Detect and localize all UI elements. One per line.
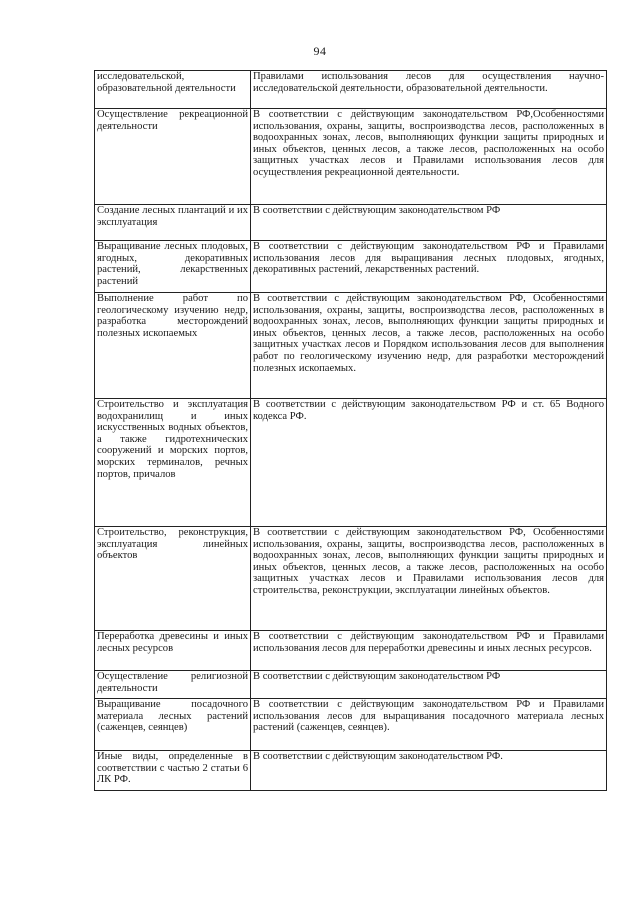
activity-cell [95, 71, 251, 109]
table-row [95, 109, 607, 205]
regulation-text: В соответствии с действующим законодательством РФ, Особенностями использования, охраны, защиты, воспроизводства лесов, расположенных в водоохранных зонах, лесов, выполняющих функции защиты природных и иных объектов, ценных лесов, а также лесов, расположенных на особо защитных участках лесов и Порядком использования лесов для выполнения работ по геологическому изучению недр, для разработки месторождений полезных ископаемых. [253, 293, 604, 374]
regulation-text: В соответствии с действующим законодательством РФ. [253, 751, 503, 762]
regulation-cell [251, 671, 607, 699]
regulation-text: В соответствии с действующим законодательством РФ и ст. 65 Водного кодекса РФ. [253, 399, 604, 422]
table-row [95, 293, 607, 399]
regulation-cell [251, 71, 607, 109]
regulation-text: В соответствии с действующим законодательством РФ,Особенностями использования, охраны, защиты, воспроизводства лесов, расположенных в водоохранных зонах, лесов, выполняющих функции защиты природных и иных объектов, ценных лесов, а также лесов, расположенных на особо защитных участках лесов и Правилами использования лесов для осуществления рекреационной деятельности. [253, 109, 604, 178]
table-row [95, 671, 607, 699]
activity-cell [95, 293, 251, 399]
table-row [95, 241, 607, 293]
activity-text: Выполнение работ по геологическому изучению недр, разработка месторождений полезных ископаемых [97, 293, 248, 339]
activity-cell [95, 631, 251, 671]
activity-text: Осуществление религиозной деятельности [97, 671, 248, 694]
activity-text: Строительство, реконструкция, эксплуатация линейных объектов [97, 527, 248, 562]
activity-cell [95, 671, 251, 699]
regulation-cell [251, 293, 607, 399]
regulation-cell [251, 699, 607, 751]
regulation-text: В соответствии с действующим законодательством РФ, Особенностями использования, охраны, защиты, воспроизводства лесов, расположенных в водоохранных зонах, лесов, выполняющих функции защиты природных и иных объектов, ценных лесов, а также лесов, расположенных на особо защитных участках лесов и Правилами использования лесов для строительства, реконструкции, эксплуатации линейных объектов. [253, 527, 604, 596]
regulation-text: В соответствии с действующим законодательством РФ [253, 671, 501, 682]
regulation-text: В соответствии с действующим законодательством РФ [253, 205, 501, 216]
table-row [95, 205, 607, 241]
regulation-cell [251, 631, 607, 671]
table-row [95, 751, 607, 791]
activity-cell [95, 399, 251, 527]
table-row [95, 71, 607, 109]
regulation-text: В соответствии с действующим законодательством РФ и Правилами использования лесов для выращивания посадочного материала лесных растений (саженцев, сеянцев). [253, 699, 604, 734]
regulation-text: В соответствии с действующим законодательством РФ и Правилами использования лесов для выращивания лесных плодовых, ягодных, декоративных растений, лекарственных растений. [253, 241, 604, 276]
regulation-text: В соответствии с действующим законодательством РФ и Правилами использования лесов для переработки древесины и иных лесных ресурсов. [253, 631, 604, 654]
activity-text: Выращивание лесных плодовых, ягодных, декоративных растений, лекарственных растений [97, 241, 248, 287]
regulation-cell [251, 527, 607, 631]
regulation-cell [251, 109, 607, 205]
activity-text: Строительство и эксплуатация водохранилищ и иных искусственных водных объектов, а также гидротехнических сооружений и морских портов, морских терминалов, речных портов, причалов [97, 399, 248, 480]
activity-cell [95, 109, 251, 205]
activity-text: исследовательской, образовательной деятельности [97, 71, 236, 94]
table-row [95, 631, 607, 671]
activity-cell [95, 527, 251, 631]
activity-text: Переработка древесины и иных лесных ресурсов [97, 631, 248, 654]
activity-cell [95, 699, 251, 751]
regulation-cell [251, 751, 607, 791]
regulation-cell [251, 399, 607, 527]
regulation-cell [251, 205, 607, 241]
regulation-cell [251, 241, 607, 293]
activity-text: Выращивание посадочного материала лесных растений (саженцев, сеянцев) [97, 699, 248, 734]
activity-text: Иные виды, определенные в соответствии с частью 2 статьи 6 ЛК РФ. [97, 751, 248, 786]
page-number: 94 [313, 44, 327, 58]
activity-cell [95, 205, 251, 241]
regulation-text: Правилами использования лесов для осуществления научно-исследовательской деятельности, образовательной деятельности. [253, 71, 604, 94]
table-row [95, 527, 607, 631]
activity-text: Создание лесных плантаций и их эксплуатация [97, 205, 248, 228]
table-row [95, 699, 607, 751]
activity-cell [95, 751, 251, 791]
activity-cell [95, 241, 251, 293]
table-row [95, 399, 607, 527]
forest-use-table [94, 70, 607, 791]
activity-text: Осуществление рекреационной деятельности [97, 109, 248, 132]
